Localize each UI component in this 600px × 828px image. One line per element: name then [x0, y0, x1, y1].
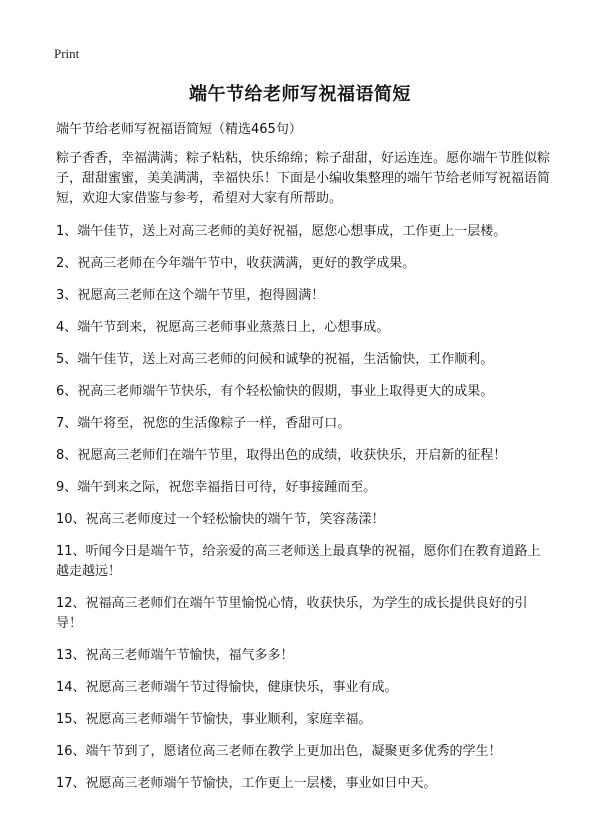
list-item: 3、祝愿高三老师在这个端午节里，抱得圆满！ — [56, 288, 325, 303]
article-subtitle: 端午节给老师写祝福语简短（精选465句） — [56, 122, 302, 137]
article-body — [56, 120, 552, 806]
print-link[interactable]: Print — [54, 46, 80, 61]
list-item: 16、端午节到了，愿诸位高三老师在教学上更加出色，凝聚更多优秀的学生！ — [56, 744, 502, 759]
wishes-list — [56, 222, 552, 794]
list-item: 9、端午到来之际，祝您幸福指日可待，好事接踵而至。 — [56, 480, 377, 495]
list-item: 1、端午佳节，送上对高三老师的美好祝福，愿您心想事成，工作更上一层楼。 — [56, 224, 507, 239]
page-title: 端午节给老师写祝福语简短 — [189, 84, 411, 105]
list-item: 12、祝福高三老师们在端午节里愉悦心情，收获快乐，为学生的成长提供良好的引导！ — [56, 596, 528, 631]
list-item: 4、端午节到来，祝愿高三老师事业蒸蒸日上，心想事成。 — [56, 320, 390, 335]
list-item: 7、端午将至，祝您的生活像粽子一样，香甜可口。 — [56, 416, 351, 431]
list-item: 15、祝愿高三老师端午节愉快，事业顺利，家庭幸福。 — [56, 712, 372, 727]
list-item: 11、听闻今日是端午节，给亲爱的高三老师送上最真挚的祝福，愿你们在教育道路上越走越远！ — [56, 544, 541, 579]
list-item: 13、祝高三老师端午节愉快，福气多多！ — [56, 648, 294, 663]
list-item: 2、祝高三老师在今年端午节中，收获满满，更好的教学成果。 — [56, 256, 416, 271]
list-item: 14、祝愿高三老师端午节过得愉快，健康快乐，事业有成。 — [56, 680, 398, 695]
list-item: 10、祝高三老师度过一个轻松愉快的端午节，笑容荡漾！ — [56, 512, 385, 527]
intro-paragraph: 粽子香香，幸福满满；粽子粘粘，快乐绵绵；粽子甜甜，好运连连。愿你端午节胜似粽子，甜甜蜜蜜，美美满满，幸福快乐！下面是小编收集整理的端午节给老师写祝福语简短，欢迎大家借鉴与参考，希望对大家有所帮助。 — [56, 151, 551, 206]
list-item: 17、祝愿高三老师端午节愉快，工作更上一层楼，事业如日中天。 — [56, 776, 437, 791]
list-item: 5、端午佳节，送上对高三老师的问候和诚挚的祝福，生活愉快，工作顺利。 — [56, 352, 494, 367]
list-item: 6、祝高三老师端午节快乐，有个轻松愉快的假期，事业上取得更大的成果。 — [56, 384, 494, 399]
list-item: 8、祝愿高三老师们在端午节里，取得出色的成绩，收获快乐，开启新的征程！ — [56, 448, 507, 463]
